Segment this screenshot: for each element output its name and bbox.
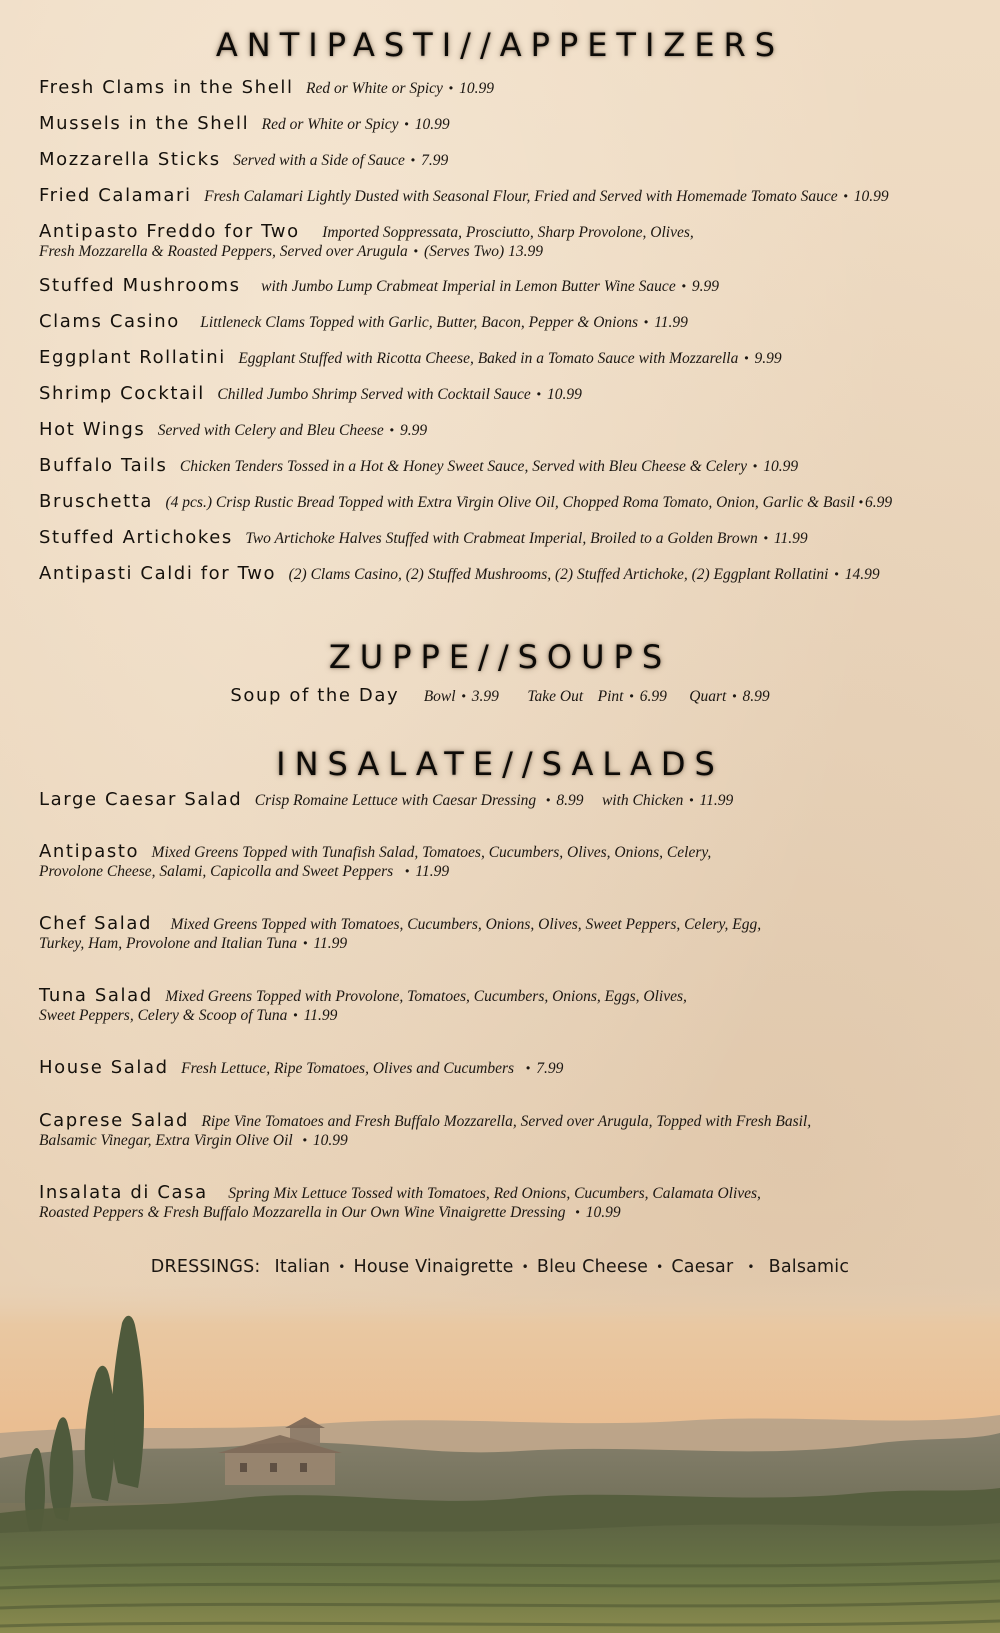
separator-dot: •: [689, 793, 694, 807]
item-price: 10.99: [414, 116, 450, 133]
item-price: 10.99: [853, 188, 889, 205]
separator-dot: •: [293, 1008, 298, 1022]
item-name: Soup of the Day: [230, 685, 400, 706]
item-desc: (2) Clams Casino, (2) Stuffed Mushrooms, (2) Stuffed Artichoke, (2) Eggplant Rollatini: [288, 566, 829, 583]
separator-dot: •: [744, 351, 749, 365]
item-desc-line-2: Roasted Peppers & Fresh Buffalo Mozzarella in Our Own Wine Vinaigrette Dressing: [39, 1204, 566, 1221]
item-desc: with Jumbo Lump Crabmeat Imperial in Lemon Butter Wine Sauce: [261, 278, 676, 295]
soup-takeout-label: Take Out: [527, 688, 584, 705]
item-desc-line-2: Sweet Peppers, Celery & Scoop of Tuna: [39, 1007, 288, 1024]
menu-item-chef-salad: [39, 914, 969, 954]
soup-bowl-label: Bowl: [423, 688, 456, 705]
salads-title: INSALATE//SALADS: [276, 745, 724, 783]
separator-dot: •: [546, 793, 551, 807]
item-name: Large Caesar Salad: [39, 789, 243, 810]
item-desc-line-2: Balsamic Vinegar, Extra Virgin Olive Oil: [39, 1132, 293, 1149]
item-name: Antipasti Caldi for Two: [39, 563, 277, 584]
item-price: 10.99: [585, 1204, 621, 1221]
item-desc: Littleneck Clams Topped with Garlic, Butter, Bacon, Pepper & Onions: [200, 314, 638, 331]
item-name: Bruschetta: [39, 491, 154, 512]
item-name: Chef Salad: [39, 913, 153, 934]
menu-item-caprese-salad: [39, 1111, 969, 1151]
item-desc: (4 pcs.) Crisp Rustic Bread Topped with Extra Virgin Olive Oil, Chopped Roma Tomato, Onion, Garlic & Basil: [165, 494, 855, 511]
separator-dot: •: [752, 459, 758, 473]
separator-dot: •: [858, 495, 864, 509]
item-desc: Served with a Side of Sauce: [233, 152, 405, 169]
antipasti-title: ANTIPASTI//APPETIZERS: [215, 26, 785, 64]
menu-item-fried-calamari: [39, 186, 969, 207]
separator-dot: •: [656, 1260, 664, 1274]
item-price: 11.99: [654, 314, 688, 331]
item-name: Stuffed Artichokes: [39, 527, 233, 548]
menu-item-large-caesar: [39, 790, 969, 811]
item-desc: Two Artichoke Halves Stuffed with Crabmeat Imperial, Broiled to a Golden Brown: [245, 530, 758, 547]
menu-item-shrimp-cocktail: [39, 384, 969, 405]
item-price: 11.99: [313, 935, 348, 952]
item-price: 8.99: [556, 792, 584, 809]
dressing-option: Bleu Cheese: [536, 1257, 649, 1277]
item-desc: Eggplant Stuffed with Ricotta Cheese, Baked in a Tomato Sauce with Mozzarella: [238, 350, 739, 367]
soup-of-the-day: [0, 686, 1000, 707]
menu-item-antipasto-freddo: [39, 222, 969, 262]
separator-dot: •: [763, 531, 768, 545]
dressing-option: Caesar: [671, 1257, 734, 1277]
dressings-list: [0, 1257, 1000, 1277]
item-price: 10.99: [763, 458, 799, 475]
item-name: Mozzarella Sticks: [39, 149, 221, 170]
item-name: Antipasto Freddo for Two: [39, 221, 300, 242]
item-desc: Chilled Jumbo Shrimp Served with Cocktail Sauce: [217, 386, 531, 403]
separator-dot: •: [389, 423, 394, 437]
separator-dot: •: [413, 244, 418, 258]
item-name: House Salad: [39, 1057, 169, 1078]
item-desc: Chicken Tenders Tossed in a Hot & Honey Sweet Sauce, Served with Bleu Cheese & Celery: [179, 458, 747, 475]
item-price: 9.99: [691, 278, 720, 295]
menu-item-eggplant-rollatini: [39, 348, 969, 369]
menu-item-antipasti-caldi: [39, 564, 969, 585]
item-price: 7.99: [421, 152, 449, 169]
item-name: Mussels in the Shell: [39, 113, 250, 134]
dressing-option: Balsamic: [768, 1257, 850, 1277]
item-price: 10.99: [546, 386, 582, 403]
item-desc: Served with Celery and Bleu Cheese: [157, 422, 384, 439]
item-name: Insalata di Casa: [39, 1182, 208, 1203]
item-name: Fried Calamari: [39, 185, 192, 206]
soup-bowl-price: 3.99: [471, 688, 499, 705]
separator-dot: •: [629, 689, 634, 703]
item-name: Stuffed Mushrooms: [39, 275, 241, 296]
separator-dot: •: [834, 567, 839, 581]
item-desc: Fresh Lettuce, Ripe Tomatoes, Olives and Cucumbers: [181, 1060, 515, 1077]
item-desc-line-2: Turkey, Ham, Provolone and Italian Tuna: [39, 935, 298, 952]
separator-dot: •: [302, 1133, 307, 1147]
menu-item-fresh-clams: [39, 78, 969, 99]
item-name: Shrimp Cocktail: [39, 383, 205, 404]
item-desc: Red or White or Spicy: [306, 80, 443, 97]
item-desc: Ripe Vine Tomatoes and Fresh Buffalo Mozzarella, Served over Arugula, Topped with Fresh Basil,: [201, 1113, 812, 1130]
soup-quart-price: 8.99: [742, 688, 770, 705]
tuscan-landscape-image: [0, 1283, 1000, 1633]
item-price: 11.99: [773, 530, 808, 547]
item-desc-line-2: Fresh Mozzarella & Roasted Peppers, Served over Arugula: [39, 243, 408, 260]
item-price: 11.99: [415, 863, 450, 880]
menu-item-stuffed-artichokes: [39, 528, 969, 549]
item-desc-line-2: Provolone Cheese, Salami, Capicolla and Sweet Peppers: [39, 863, 394, 880]
separator-dot: •: [681, 279, 686, 293]
item-name: Antipasto: [39, 841, 140, 862]
menu-item-mozzarella-sticks: [39, 150, 969, 171]
field: [0, 1523, 1000, 1633]
item-price: 9.99: [399, 422, 428, 439]
dressings-label: DRESSINGS:: [150, 1257, 261, 1277]
separator-dot: •: [410, 153, 416, 167]
separator-dot: •: [536, 387, 541, 401]
separator-dot: •: [404, 117, 409, 131]
item-desc: Imported Soppressata, Prosciutto, Sharp Provolone, Olives,: [322, 224, 694, 241]
dressing-option: House Vinaigrette: [353, 1257, 514, 1277]
menu-item-hot-wings: [39, 420, 969, 441]
item-price: 9.99: [754, 350, 782, 367]
separator-dot: •: [405, 864, 410, 878]
soup-pint-label: Pint: [597, 688, 624, 705]
item-name: Tuna Salad: [39, 985, 153, 1006]
item-name: Fresh Clams in the Shell: [39, 77, 294, 98]
separator-dot: •: [575, 1205, 580, 1219]
item-price: 10.99: [312, 1132, 348, 1149]
menu-item-tuna-salad: [39, 986, 969, 1026]
item-name: Eggplant Rollatini: [39, 347, 226, 368]
item-desc: Mixed Greens Topped with Tunafish Salad, Tomatoes, Cucumbers, Olives, Onions, Celery,: [151, 844, 712, 861]
menu-item-clams-casino: [39, 312, 969, 333]
separator-dot: •: [843, 189, 848, 203]
item-price: 10.99: [459, 80, 494, 97]
separator-dot: •: [526, 1061, 531, 1075]
separator-dot: •: [732, 689, 737, 703]
separator-dot: •: [521, 1260, 529, 1274]
item-desc: Spring Mix Lettuce Tossed with Tomatoes, Red Onions, Cucumbers, Calamata Olives,: [228, 1185, 761, 1202]
separator-dot: •: [461, 689, 466, 703]
item-name: Caprese Salad: [39, 1110, 189, 1131]
item-desc: Mixed Greens Topped with Tomatoes, Cucumbers, Onions, Olives, Sweet Peppers, Celery, Egg,: [170, 916, 762, 933]
item-desc: Mixed Greens Topped with Provolone, Tomatoes, Cucumbers, Onions, Eggs, Olives,: [165, 988, 687, 1005]
separator-dot: •: [338, 1260, 346, 1274]
separator-dot: •: [448, 81, 454, 95]
item-price: 7.99: [536, 1060, 564, 1077]
menu-item-buffalo-tails: [39, 456, 969, 477]
item-price: 11.99: [303, 1007, 338, 1024]
separator-dot: •: [747, 1260, 755, 1274]
item-desc: Red or White or Spicy: [261, 116, 399, 133]
menu-item-mussels: [39, 114, 969, 135]
menu-item-house-salad: [39, 1058, 969, 1079]
dressing-option: Italian: [274, 1257, 331, 1277]
item-name: Buffalo Tails: [39, 455, 168, 476]
item-price: (Serves Two) 13.99: [424, 243, 543, 260]
item-name: Clams Casino: [39, 311, 180, 332]
menu-item-bruschetta: [39, 492, 969, 513]
menu-item-antipasto-salad: [39, 842, 969, 882]
separator-dot: •: [644, 315, 649, 329]
item-name: Hot Wings: [39, 419, 146, 440]
separator-dot: •: [303, 936, 308, 950]
menu-item-stuffed-mushrooms: [39, 276, 969, 297]
item-desc: Crisp Romaine Lettuce with Caesar Dressing: [254, 792, 537, 809]
item-extra-price: 11.99: [699, 792, 734, 809]
soup-pint-price: 6.99: [639, 688, 667, 705]
menu-item-insalata-di-casa: [39, 1183, 969, 1223]
item-extra-label: with Chicken: [601, 792, 684, 809]
item-desc: Fresh Calamari Lightly Dusted with Seasonal Flour, Fried and Served with Homemade Tomato Sauce: [204, 188, 838, 205]
item-price: 6.99: [865, 494, 893, 511]
soups-title: ZUPPE//SOUPS: [328, 638, 672, 676]
item-price: 14.99: [844, 566, 880, 583]
soup-quart-label: Quart: [689, 688, 727, 705]
